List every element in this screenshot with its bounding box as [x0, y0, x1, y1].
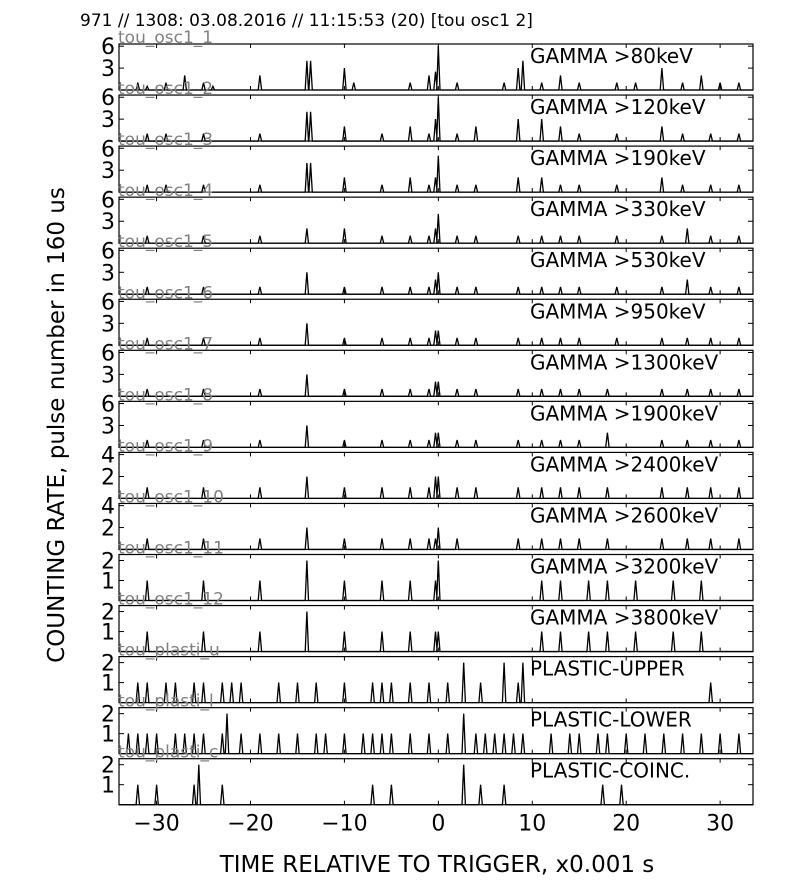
panel-tag: tou_osc1_11 [118, 538, 224, 559]
panel-tag: tou_osc1_6 [118, 283, 214, 304]
panel-label: GAMMA >1900keV [530, 401, 719, 426]
x-tick-label: −20 [227, 811, 274, 837]
series-line [119, 323, 753, 345]
panel-label: GAMMA >2600keV [530, 503, 719, 528]
y-tick-label: 3 [101, 312, 115, 338]
panel-label: GAMMA >190keV [530, 146, 706, 171]
panel-tag: tou_osc1_7 [118, 334, 214, 355]
x-tick-label: 0 [431, 811, 446, 837]
y-tick-label: 2 [101, 702, 115, 728]
series-line [119, 374, 753, 396]
x-axis-label: TIME RELATIVE TO TRIGGER, x0.001 s [219, 852, 655, 878]
series-line [119, 425, 753, 447]
panel-label: GAMMA >950keV [530, 299, 706, 324]
panel-tag: tou_osc1_9 [118, 436, 214, 457]
panel-label: GAMMA >1300keV [530, 350, 719, 375]
y-tick-label: 4 [101, 494, 115, 520]
y-tick-label: 3 [101, 210, 115, 236]
panel-label: PLASTIC-COINC. [530, 758, 691, 783]
y-tick-label: 3 [101, 57, 115, 83]
y-tick-label: 1 [101, 569, 115, 595]
panel-tag: tou_plasti_c [118, 742, 219, 763]
y-tick-label: 2 [101, 651, 115, 677]
y-tick-label: 6 [101, 35, 115, 61]
y-tick-label: 2 [101, 465, 115, 491]
y-tick-label: 6 [101, 290, 115, 316]
y-tick-label: 3 [101, 159, 115, 185]
panel-label: GAMMA >3200keV [530, 554, 719, 579]
y-tick-label: 1 [101, 671, 115, 697]
panel-tag: tou_osc1_3 [118, 130, 214, 151]
y-tick-label: 6 [101, 188, 115, 214]
panel-label: GAMMA >330keV [530, 197, 706, 222]
y-tick-label: 2 [101, 600, 115, 626]
y-tick-label: 6 [101, 341, 115, 367]
series-line [119, 272, 753, 294]
panel-tag: tou_plasti_u [118, 640, 220, 661]
panel-label: GAMMA >80keV [530, 44, 693, 68]
panel-label: PLASTIC-LOWER [530, 707, 692, 732]
panel-label: GAMMA >3800keV [530, 605, 719, 630]
panel-label: GAMMA >120keV [530, 95, 706, 120]
panels-group [101, 28, 753, 837]
y-tick-label: 6 [101, 86, 115, 112]
y-tick-label: 6 [101, 239, 115, 265]
y-tick-label: 1 [101, 620, 115, 646]
panel-tag: tou_osc1_5 [118, 232, 214, 253]
y-tick-label: 3 [101, 261, 115, 287]
y-tick-label: 6 [101, 392, 115, 418]
y-tick-label: 4 [101, 443, 115, 469]
y-tick-label: 2 [101, 516, 115, 542]
panel-tag: tou_osc1_2 [118, 79, 214, 100]
y-tick-label: 3 [101, 414, 115, 440]
x-tick-label: 20 [612, 811, 641, 837]
panel-tag: tou_osc1_8 [118, 385, 214, 406]
y-tick-label: 2 [101, 753, 115, 779]
panel-tag: tou_osc1_4 [118, 181, 214, 202]
chart-header: 971 // 1308: 03.08.2016 // 11:15:53 (20) [tou osc1 2] [80, 11, 533, 31]
panel-tag: tou_osc1_10 [118, 487, 224, 508]
y-tick-label: 6 [101, 137, 115, 163]
x-tick-label: −10 [321, 811, 368, 837]
x-tick-label: 10 [518, 811, 547, 837]
panel-tag: tou_osc1_1 [118, 28, 214, 48]
panel-label: GAMMA >2400keV [530, 452, 719, 477]
panel-label: GAMMA >530keV [530, 248, 706, 273]
x-tick-label: −30 [133, 811, 180, 837]
panel-tag: tou_osc1_12 [118, 589, 224, 610]
y-tick-label: 3 [101, 363, 115, 389]
y-tick-label: 2 [101, 549, 115, 575]
y-tick-label: 1 [101, 722, 115, 748]
panel-label: PLASTIC-UPPER [530, 656, 685, 681]
panel-tag: tou_plasti_l [118, 691, 214, 712]
x-tick-label: 30 [706, 811, 735, 837]
y-axis-label: COUNTING RATE, pulse number in 160 us [44, 187, 70, 663]
y-tick-label: 1 [101, 773, 115, 799]
y-tick-label: 3 [101, 108, 115, 134]
